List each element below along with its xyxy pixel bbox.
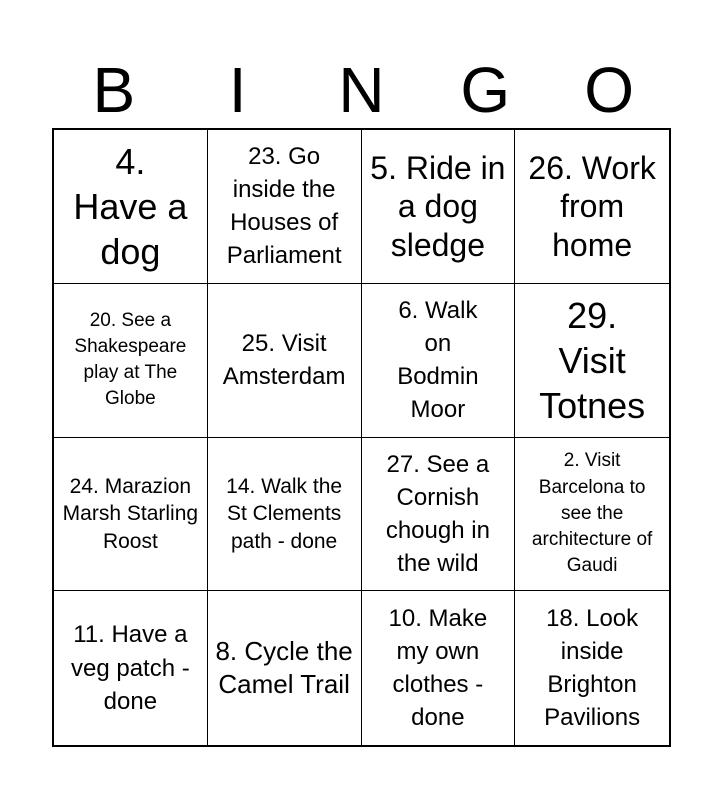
title-letter-i: I [228,54,247,126]
bingo-cell-text: 20. See a Shakespeare play at The Globe [74,309,187,410]
bingo-cell[interactable] [54,130,208,284]
bingo-cell-text: 26. Work from home [528,149,656,263]
bingo-cell-text: 4. Have a dog [73,140,188,272]
bingo-board [52,128,671,747]
bingo-cell-text: 27. See a Cornish chough in the wild [385,450,490,577]
bingo-cell[interactable] [515,438,669,592]
bingo-cell-text: 23. Go inside the Houses of Parliament [226,143,342,270]
bingo-cell[interactable] [362,284,516,438]
bingo-cell[interactable] [54,284,208,438]
bingo-cell[interactable] [362,130,516,284]
title-letter-n: N [338,54,385,126]
title-letter-b: B [92,54,136,126]
bingo-cell[interactable] [208,591,362,745]
bingo-cell-text: 18. Look inside Brighton Pavilions [544,604,641,732]
bingo-cell[interactable] [515,130,669,284]
bingo-cell-text: 14. Walk the St Clements path - done [226,474,343,553]
bingo-cell-text: 8. Cycle the Camel Trail [215,635,353,700]
bingo-cell[interactable] [208,130,362,284]
bingo-cell-text: 29. Visit Totnes [539,294,646,426]
bingo-cell[interactable] [362,591,516,745]
bingo-cell-text: 5. Ride in a dog sledge [370,149,506,263]
bingo-cell[interactable] [515,591,669,745]
title-letter-o: O [584,54,634,126]
bingo-cell-text: 2. Visit Barcelona to see the architecture of Gaudi [531,450,653,577]
bingo-cell-text: 25. Visit Amsterdam [222,330,346,391]
bingo-cell[interactable] [208,284,362,438]
bingo-cell[interactable] [54,438,208,592]
bingo-cell-text: 11. Have a veg patch - done [71,621,190,715]
bingo-cell-text: 6. Walk on Bodmin Moor [397,296,479,424]
bingo-cell[interactable] [54,591,208,745]
bingo-cell[interactable] [208,438,362,592]
bingo-cell-text: 10. Make my own clothes - done [388,604,488,732]
bingo-cell[interactable] [362,438,516,592]
bingo-cell[interactable] [515,284,669,438]
title-letter-g: G [460,54,511,126]
bingo-title [52,52,671,128]
bingo-cell-text: 24. Marazion Marsh Starling Roost [62,474,199,553]
